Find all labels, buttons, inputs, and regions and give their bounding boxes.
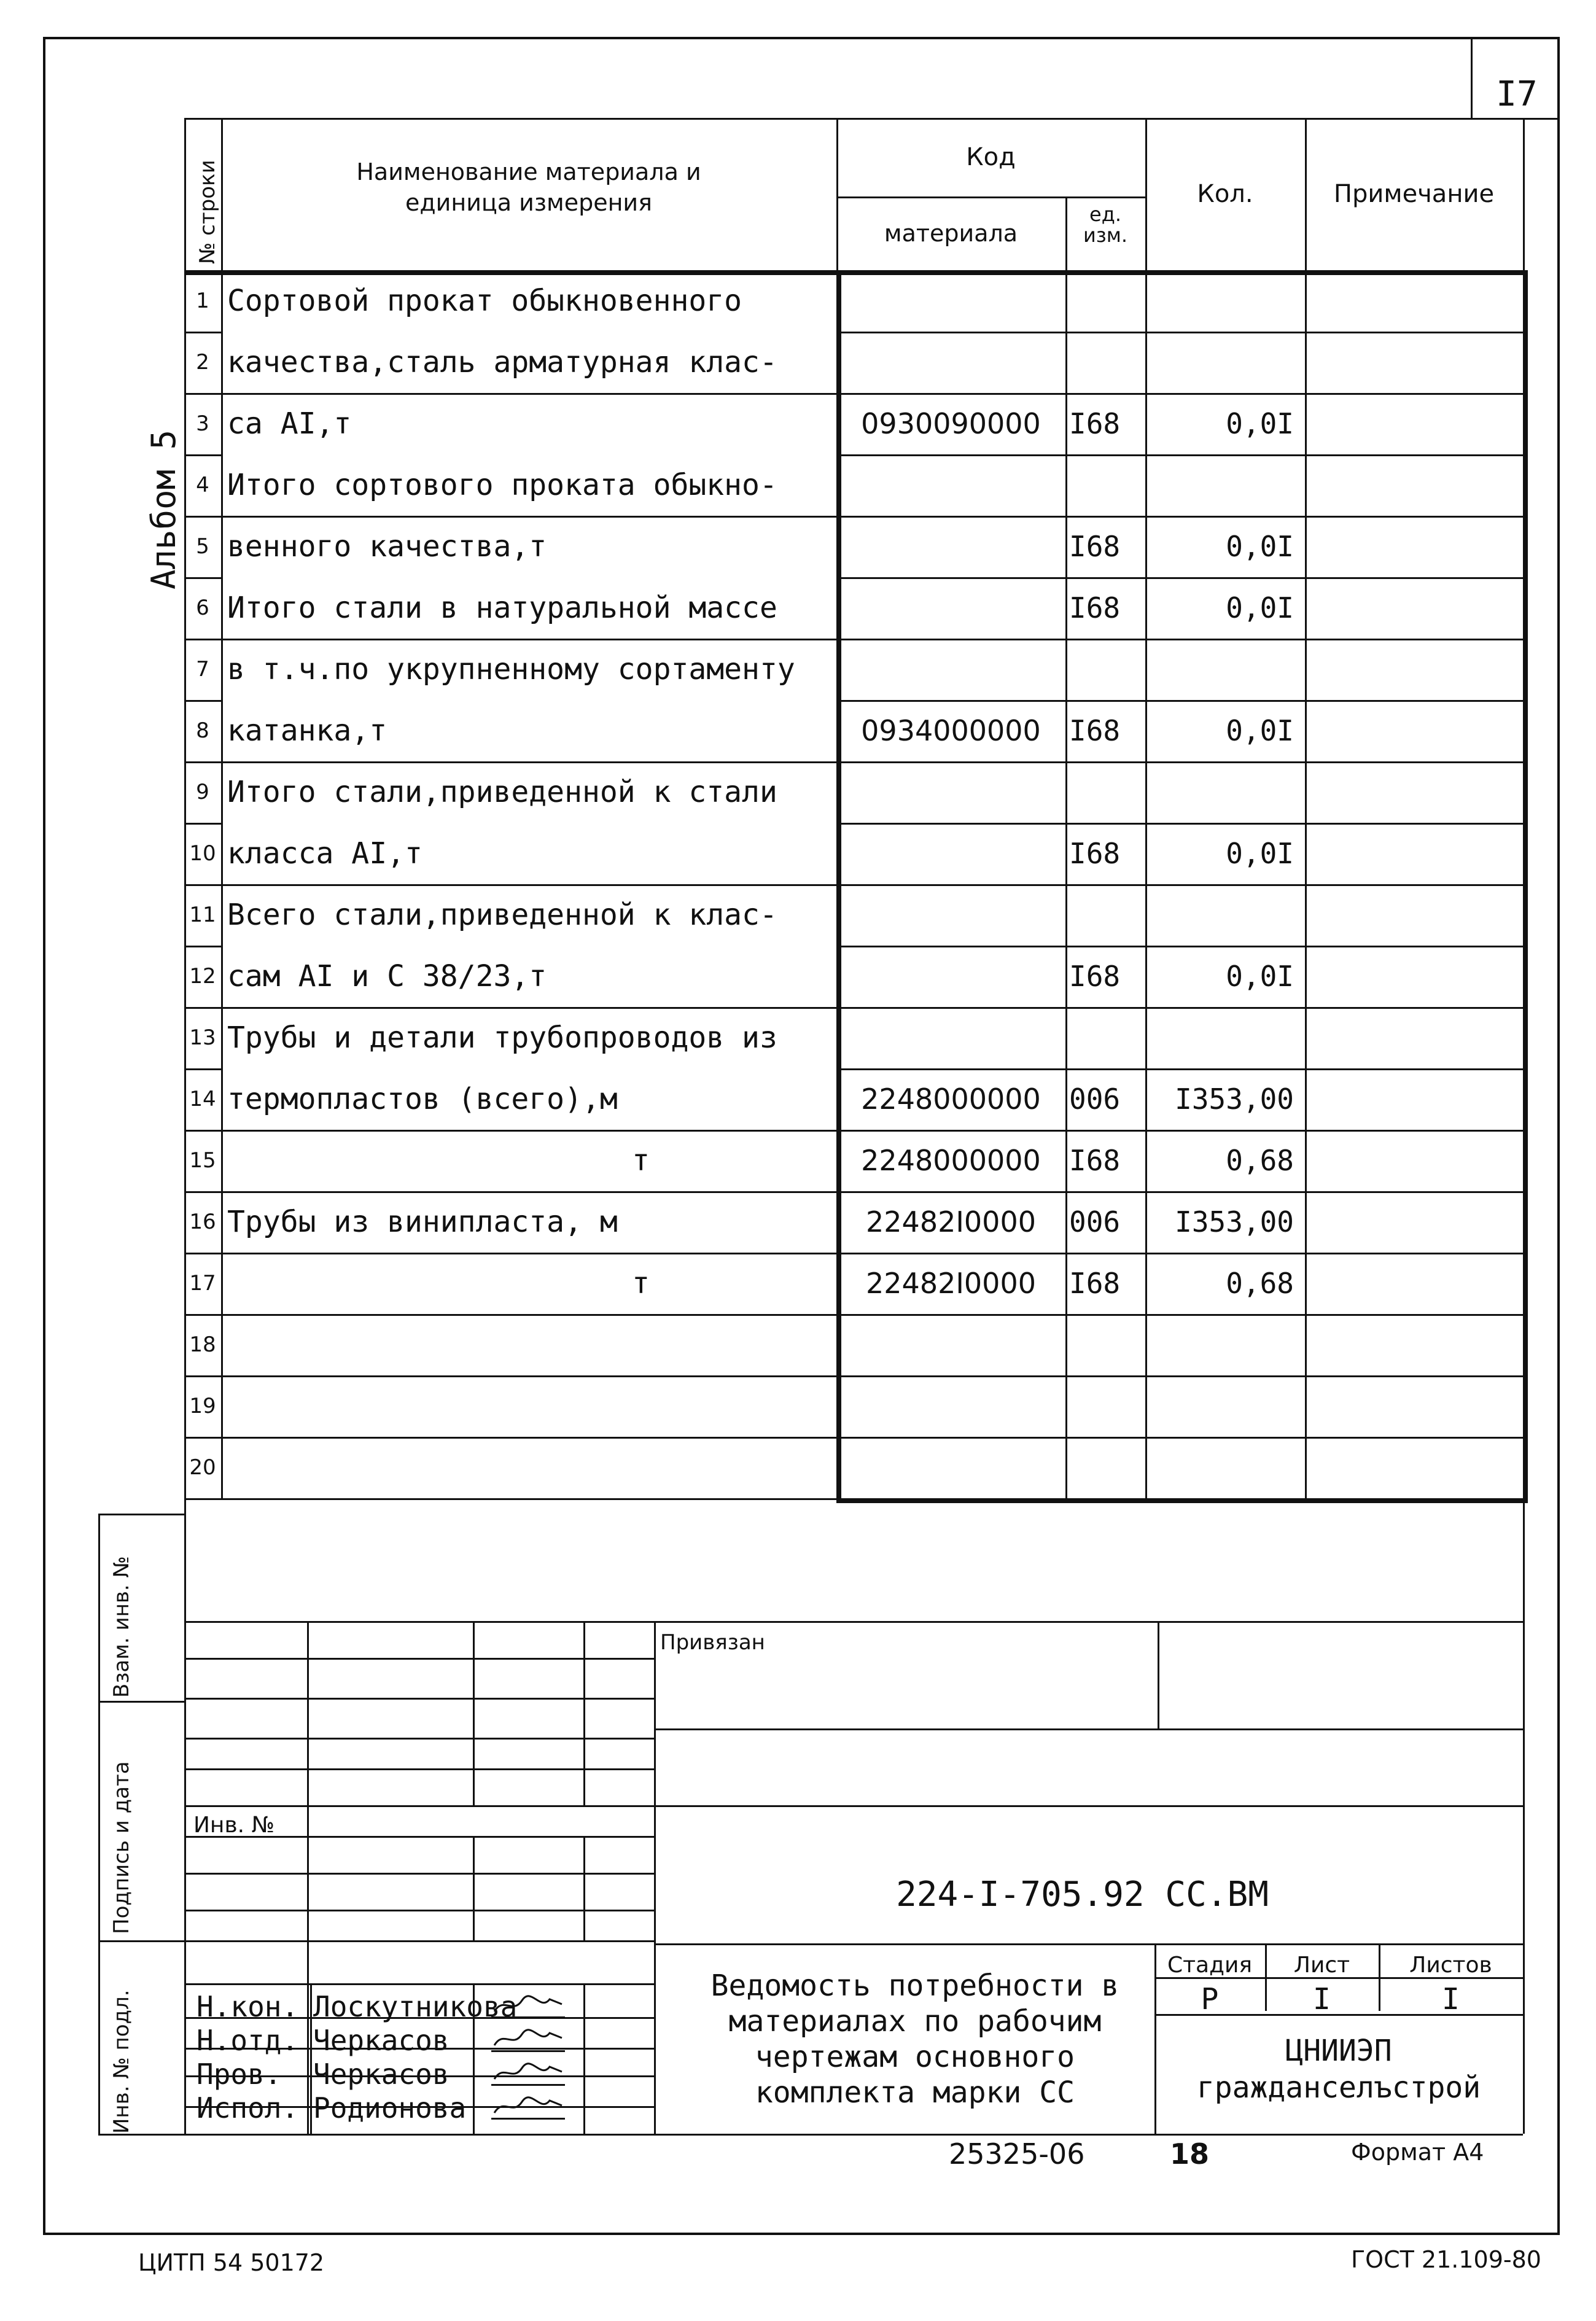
- signature-role: Пров.: [197, 2057, 282, 2091]
- row-name: сам AI и С 38/23,т: [227, 959, 547, 993]
- title-rule: [184, 1698, 654, 1700]
- row-number: 16: [189, 1210, 216, 1234]
- row-note: [1305, 1314, 1523, 1375]
- handwritten-signature: [491, 1993, 565, 2018]
- header-material-code: материала: [884, 220, 1018, 247]
- row-note: [1305, 1375, 1523, 1437]
- side-label-vzam-inv: Взам. инв. №: [109, 1556, 134, 1698]
- signature-role: Н.кон.: [197, 1989, 299, 2023]
- row-quantity: [1145, 1437, 1294, 1498]
- title-rule: [184, 1805, 1523, 1807]
- organization-line1: ЦНИИЭП: [1285, 2034, 1392, 2068]
- signature-name: Родионова: [313, 2091, 467, 2125]
- handwritten-signature: [491, 2027, 565, 2052]
- row-material-code: [836, 454, 1065, 516]
- table-rule: [184, 1498, 836, 1500]
- header-name: Наименование материала и единица измерения: [356, 158, 701, 216]
- title-rule: [184, 1738, 654, 1740]
- row-number: 7: [196, 657, 209, 682]
- left-code: ЦИТП 54 50172: [138, 2249, 325, 2276]
- row-name: термопластов (всего),м: [227, 1082, 618, 1116]
- title-rule: [473, 1621, 475, 1805]
- row-quantity: 0,68: [1226, 1267, 1294, 1300]
- table-rule: [1523, 270, 1528, 1498]
- row-number: 2: [196, 350, 209, 375]
- title-rule: [583, 1621, 585, 1805]
- row-quantity: 0,0I: [1226, 960, 1294, 993]
- row-number: 19: [189, 1394, 216, 1418]
- row-material-code: [836, 270, 1065, 332]
- row-name: класса AI,т: [227, 836, 422, 871]
- header-quantity: Кол.: [1197, 180, 1253, 208]
- row-unit-code: I68: [1069, 837, 1121, 870]
- sheet-label: Лист: [1293, 1952, 1350, 1978]
- title-rule: [184, 1940, 654, 1942]
- row-material-code: 0934000000: [861, 714, 1041, 747]
- row-number: 15: [189, 1148, 216, 1173]
- row-note: [1305, 884, 1523, 946]
- row-number: 8: [196, 718, 209, 743]
- row-unit-code: I68: [1069, 530, 1121, 563]
- format-label: Формат А4: [1351, 2139, 1484, 2166]
- row-name: [227, 1314, 834, 1375]
- row-material-code: [836, 1437, 1065, 1498]
- title-rule: [184, 1621, 1523, 1623]
- row-number: 12: [189, 964, 216, 989]
- title-rule: [184, 1498, 186, 2134]
- row-quantity: [1145, 270, 1294, 332]
- order-number: 25325-06: [949, 2137, 1085, 2171]
- row-number: 1: [196, 289, 209, 313]
- row-unit-code: [1069, 270, 1145, 332]
- row-note: [1305, 393, 1523, 454]
- title-rule: [98, 1514, 100, 2134]
- handwritten-signature: [491, 2094, 565, 2120]
- signature-name: Черкасов: [313, 2023, 450, 2057]
- row-name: [227, 1437, 834, 1498]
- row-number: 10: [189, 841, 216, 866]
- title-rule: [654, 1728, 1523, 1730]
- row-material-code: [836, 332, 1065, 393]
- stage-value: P: [1201, 1983, 1219, 2015]
- row-number: 18: [189, 1332, 216, 1357]
- row-unit-code: [1069, 454, 1145, 516]
- row-number: 4: [196, 473, 209, 497]
- row-quantity: [1145, 639, 1294, 700]
- row-note: [1305, 1007, 1523, 1068]
- inv-no-label: Инв. №: [193, 1813, 275, 1838]
- document-code: 224-I-705.92 CC.BM: [896, 1874, 1269, 1915]
- row-note: [1305, 1253, 1523, 1314]
- organization-line2: гражданселъстрой: [1196, 2070, 1481, 2105]
- row-name: Сортовой прокат обыкновенного: [227, 284, 742, 318]
- row-number: 11: [189, 903, 216, 927]
- sheet-number-divider: [1471, 37, 1473, 120]
- signature-name: Черкасов: [313, 2057, 450, 2091]
- row-unit-code: 006: [1069, 1205, 1121, 1238]
- title-rule: [310, 1983, 312, 2134]
- row-note: [1305, 577, 1523, 639]
- row-quantity: I353,00: [1175, 1083, 1294, 1116]
- row-unit-code: I68: [1069, 407, 1121, 440]
- title-rule: [583, 1836, 585, 1940]
- row-number: 3: [196, 411, 209, 436]
- row-material-code: [836, 1007, 1065, 1068]
- row-number: 13: [189, 1025, 216, 1050]
- row-material-code: [836, 577, 1065, 639]
- row-quantity: 0,68: [1226, 1144, 1294, 1177]
- row-quantity: 0,0I: [1226, 591, 1294, 624]
- header-note: Примечание: [1333, 180, 1495, 208]
- table-rule: [836, 1498, 1528, 1503]
- privyazan-label: Привязан: [660, 1630, 765, 1655]
- row-note: [1305, 270, 1523, 332]
- row-quantity: [1145, 332, 1294, 393]
- row-unit-code: [1069, 1375, 1145, 1437]
- title-rule: [184, 1768, 654, 1770]
- title-rule: [184, 2134, 1523, 2136]
- row-unit-code: I68: [1069, 1267, 1121, 1300]
- row-unit-code: [1069, 884, 1145, 946]
- row-name: [227, 1375, 834, 1437]
- row-material-code: [836, 761, 1065, 823]
- row-note: [1305, 516, 1523, 577]
- row-note: [1305, 823, 1523, 884]
- row-number: 14: [189, 1087, 216, 1111]
- row-note: [1305, 761, 1523, 823]
- signature-name: Лоскутникова: [313, 1989, 518, 2023]
- row-quantity: I353,00: [1175, 1205, 1294, 1238]
- sheet-number: I7: [1496, 74, 1538, 114]
- row-material-code: 2248000000: [861, 1144, 1041, 1177]
- row-quantity: [1145, 884, 1294, 946]
- title-rule: [583, 1983, 585, 2134]
- row-unit-code: [1069, 332, 1145, 393]
- stage-label: Стадия: [1167, 1952, 1253, 1978]
- row-material-code: [836, 516, 1065, 577]
- row-material-code: [836, 1314, 1065, 1375]
- header-unit-code: ед. изм.: [1083, 203, 1128, 247]
- row-quantity: [1145, 1314, 1294, 1375]
- title-rule: [98, 1940, 184, 1942]
- album-label: Альбом 5: [144, 429, 183, 589]
- row-number: 6: [196, 596, 209, 620]
- row-quantity: [1145, 1375, 1294, 1437]
- row-unit-code: I68: [1069, 1144, 1121, 1177]
- row-name: Итого стали в натуральной массе: [227, 591, 777, 625]
- title-rule: [1523, 1498, 1525, 2134]
- row-note: [1305, 700, 1523, 761]
- row-unit-code: [1069, 1437, 1145, 1498]
- row-unit-code: [1069, 761, 1145, 823]
- sheets-value: I: [1442, 1983, 1460, 2015]
- document-description: Ведомость потребности в материалах по рабочим чертежам основного комплекта марки СС: [710, 1969, 1119, 2110]
- signature-role: Испол.: [197, 2091, 299, 2125]
- row-quantity: [1145, 1007, 1294, 1068]
- row-name: Всего стали,приведенной к клас-: [227, 898, 777, 932]
- row-number: 5: [196, 534, 209, 559]
- page-number: 18: [1170, 2137, 1210, 2171]
- side-label-inv-podl: Инв. № подл.: [109, 1989, 134, 2134]
- handwritten-signature: [491, 2061, 565, 2086]
- row-unit-code: I68: [1069, 591, 1121, 624]
- sheet-value: I: [1313, 1983, 1331, 2015]
- row-name: са AI,т: [227, 406, 352, 441]
- row-number: 9: [196, 780, 209, 804]
- title-rule: [1158, 1621, 1159, 1728]
- sheets-label: Листов: [1409, 1952, 1492, 1978]
- row-name: Трубы из винипласта, м: [227, 1205, 618, 1239]
- row-quantity: [1145, 454, 1294, 516]
- row-note: [1305, 1191, 1523, 1253]
- row-unit-code: [1069, 1007, 1145, 1068]
- gost-code: ГОСТ 21.109-80: [1351, 2246, 1541, 2273]
- row-name: т: [632, 1143, 650, 1178]
- row-unit-code: 006: [1069, 1083, 1121, 1116]
- row-unit-code: I68: [1069, 714, 1121, 747]
- row-material-code: 22482I0000: [866, 1267, 1036, 1300]
- row-material-code: [836, 884, 1065, 946]
- title-rule: [654, 1943, 1523, 1945]
- row-note: [1305, 332, 1523, 393]
- row-quantity: 0,0I: [1226, 714, 1294, 747]
- row-unit-code: I68: [1069, 960, 1121, 993]
- title-rule: [98, 1514, 184, 1515]
- row-material-code: [836, 639, 1065, 700]
- row-note: [1305, 1437, 1523, 1498]
- title-rule: [98, 2134, 184, 2136]
- row-note: [1305, 946, 1523, 1007]
- row-quantity: [1145, 761, 1294, 823]
- row-note: [1305, 454, 1523, 516]
- row-number: 17: [189, 1271, 216, 1296]
- title-rule: [473, 1836, 475, 1940]
- row-name: катанка,т: [227, 713, 387, 748]
- row-note: [1305, 1130, 1523, 1191]
- table-rule: [1523, 118, 1525, 270]
- row-name: т: [632, 1266, 650, 1300]
- row-name: венного качества,т: [227, 529, 547, 564]
- signature-role: Н.отд.: [197, 2023, 299, 2057]
- row-note: [1305, 1068, 1523, 1130]
- title-rule: [98, 1701, 184, 1703]
- title-rule: [184, 1658, 654, 1660]
- row-material-code: 0930090000: [861, 407, 1041, 440]
- row-material-code: [836, 823, 1065, 884]
- row-note: [1305, 639, 1523, 700]
- row-unit-code: [1069, 639, 1145, 700]
- row-name: в т.ч.по укрупненному сортаменту: [227, 652, 795, 686]
- row-number: 20: [189, 1455, 216, 1480]
- row-quantity: 0,0I: [1226, 837, 1294, 870]
- side-label-podpis-data: Подпись и дата: [109, 1761, 134, 1934]
- row-quantity: 0,0I: [1226, 530, 1294, 563]
- header-code: Код: [966, 143, 1016, 171]
- header-row-no: № строки: [195, 160, 220, 264]
- row-name: Итого сортового проката обыкно-: [227, 468, 777, 502]
- row-quantity: 0,0I: [1226, 407, 1294, 440]
- row-material-code: 22482I0000: [866, 1205, 1036, 1238]
- row-name: Трубы и детали трубопроводов из: [227, 1021, 777, 1055]
- row-material-code: [836, 946, 1065, 1007]
- row-name: качества,сталь арматурная клас-: [227, 345, 777, 379]
- row-material-code: 2248000000: [861, 1083, 1041, 1116]
- row-name: Итого стали,приведенной к стали: [227, 775, 777, 809]
- row-material-code: [836, 1375, 1065, 1437]
- row-unit-code: [1069, 1314, 1145, 1375]
